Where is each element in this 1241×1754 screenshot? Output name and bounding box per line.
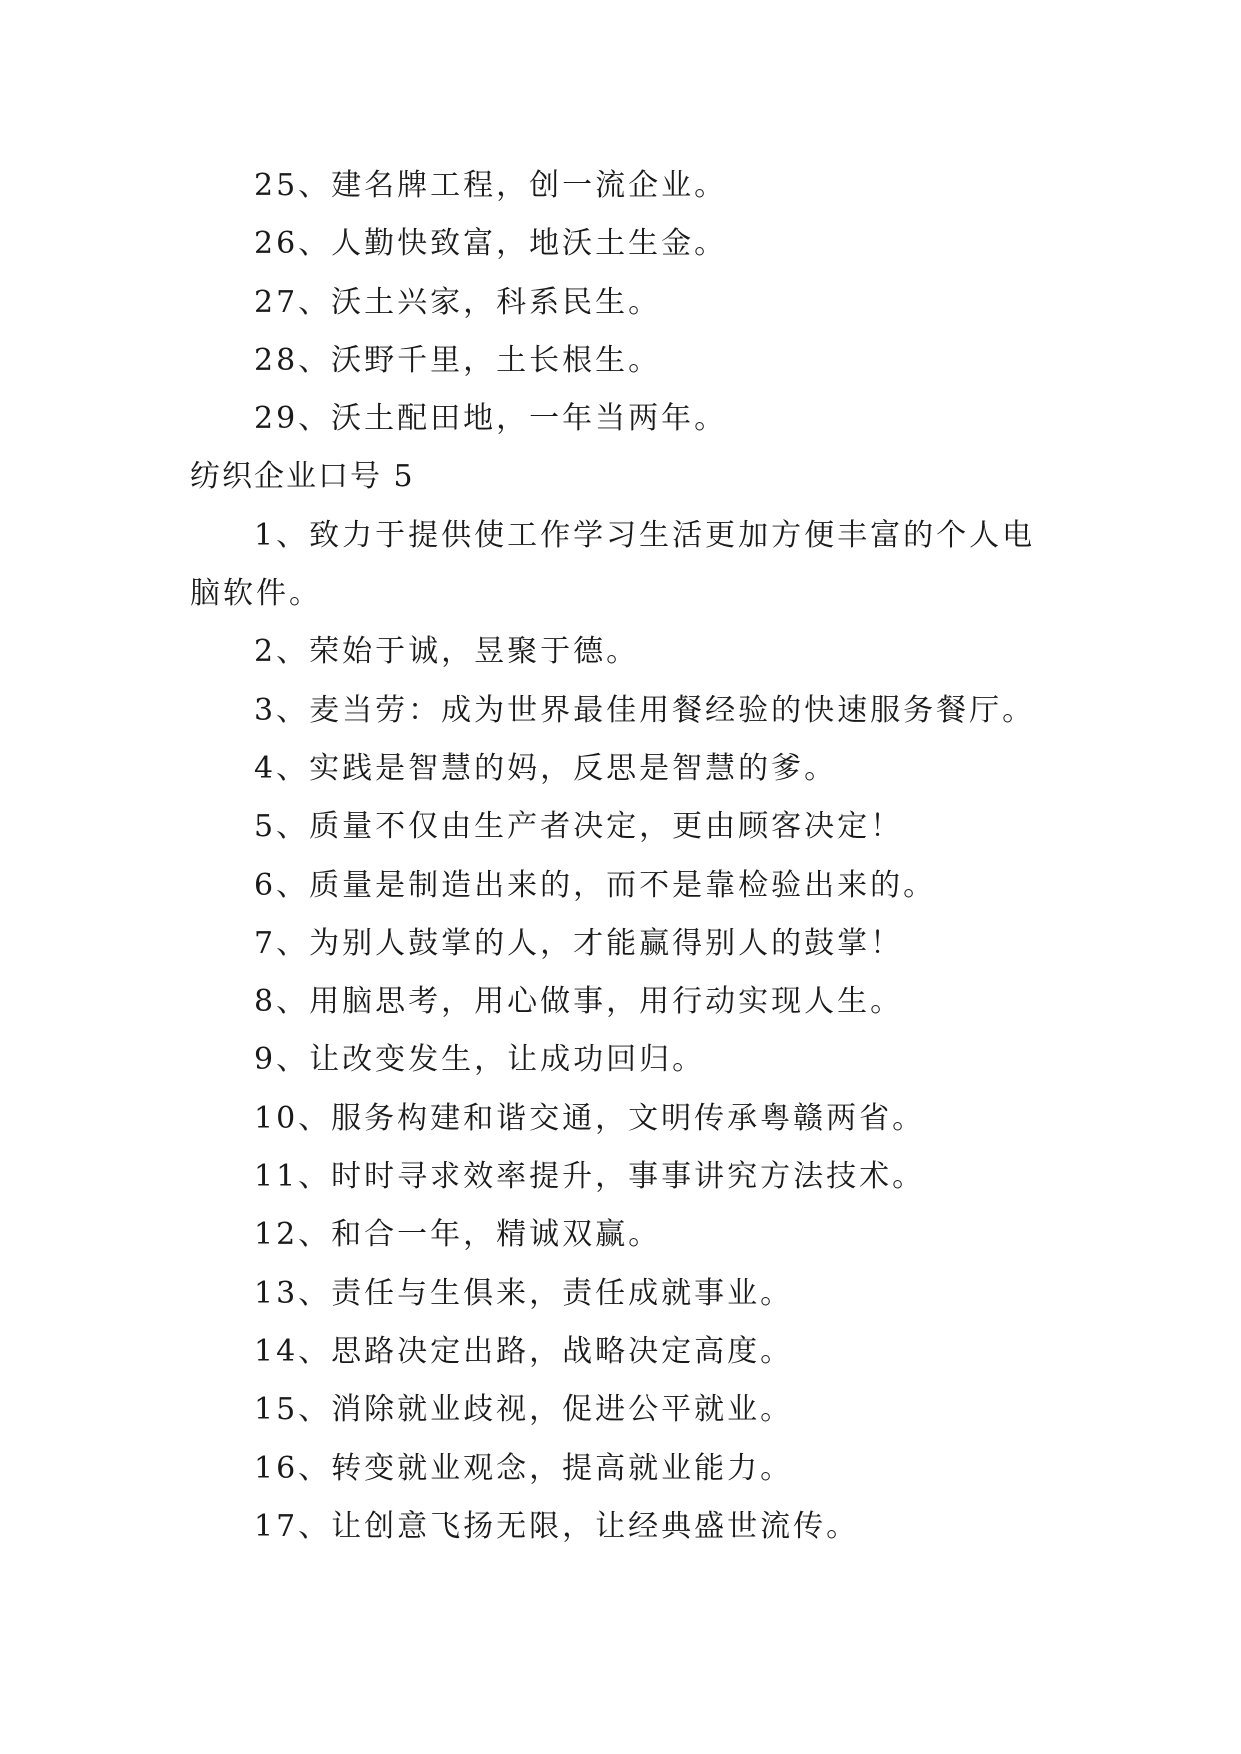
list-item: 4、实践是智慧的妈，反思是智慧的爹。 (254, 750, 838, 786)
list-item: 5、质量不仅由生产者决定，更由顾客决定！ (254, 809, 904, 845)
list-item: 9、让改变发生，让成功回归。 (254, 1042, 706, 1078)
list-item: 2、荣始于诚，昱聚于德。 (254, 634, 640, 670)
list-item: 12、和合一年，精诚双赢。 (254, 1217, 662, 1253)
list-item: 6、质量是制造出来的，而不是靠检验出来的。 (254, 867, 937, 903)
list-item: 17、让创意飞扬无限，让经典盛世流传。 (254, 1508, 860, 1544)
list-item: 1、致力于提供使工作学习生活更加方便丰富的个人电 (254, 517, 1036, 553)
list-item: 16、转变就业观念，提高就业能力。 (254, 1450, 794, 1486)
list-item: 29、沃土配田地，一年当两年。 (254, 401, 728, 437)
list-item: 27、沃土兴家，科系民生。 (254, 284, 662, 320)
section-heading: 纺织企业口号 5 (190, 459, 415, 495)
list-item: 25、建名牌工程，创一流企业。 (254, 168, 728, 203)
document-body (190, 157, 1070, 1556)
list-item: 14、思路决定出路，战略决定高度。 (254, 1333, 794, 1369)
list-item-continuation: 脑软件。 (190, 576, 322, 612)
list-item: 15、消除就业歧视，促进公平就业。 (254, 1392, 794, 1428)
list-item: 26、人勤快致富，地沃土生金。 (254, 226, 728, 262)
list-item: 28、沃野千里，土长根生。 (254, 342, 662, 378)
list-item: 7、为别人鼓掌的人，才能赢得别人的鼓掌！ (254, 925, 904, 961)
list-item: 3、麦当劳：成为世界最佳用餐经验的快速服务餐厅。 (254, 692, 1036, 728)
list-item: 13、责任与生俱来，责任成就事业。 (254, 1275, 794, 1311)
list-item: 10、服务构建和谐交通，文明传承粤赣两省。 (254, 1100, 926, 1136)
list-item: 8、用脑思考，用心做事，用行动实现人生。 (254, 984, 904, 1020)
list-item: 11、时时寻求效率提升，事事讲究方法技术。 (254, 1159, 926, 1195)
